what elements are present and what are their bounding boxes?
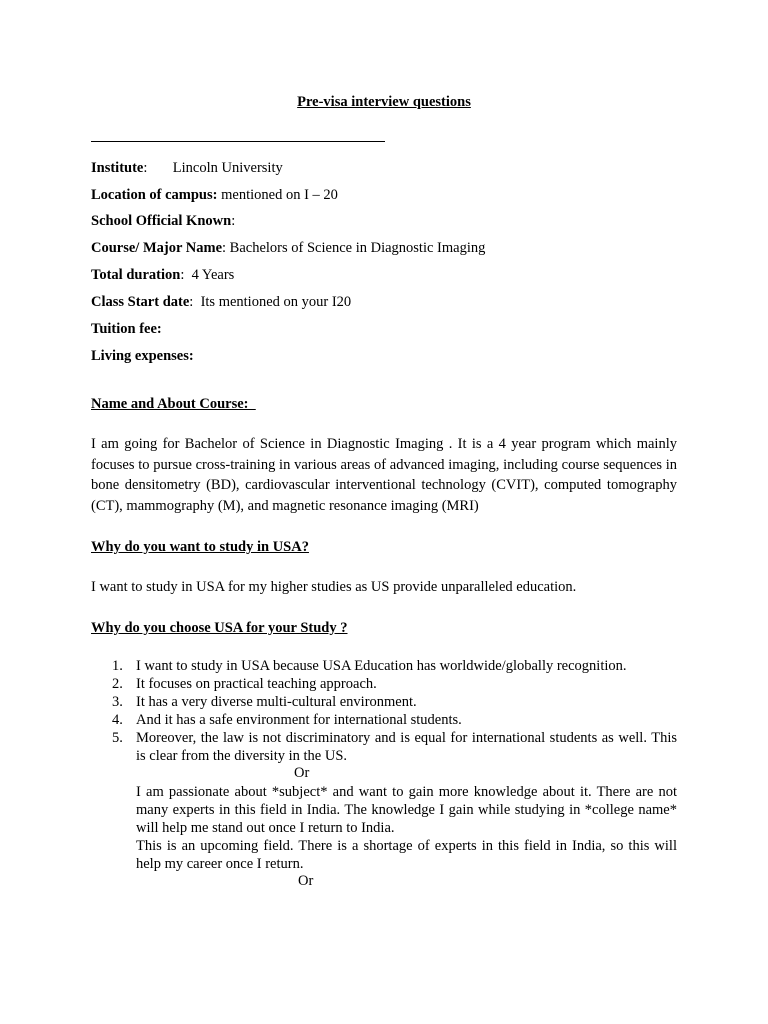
list-text: Moreover, the law is not discriminatory and is equal for international students as well. This is clear from the diversity in the US. xyxy=(136,730,677,764)
field-school-official-known xyxy=(91,213,235,230)
list-number: 4. xyxy=(112,712,123,728)
field-label: Location of campus: xyxy=(91,187,218,203)
list-number: 5. xyxy=(112,730,123,746)
upcoming-field-paragraph: This is an upcoming field. There is a shortage of experts in this field in India, so this will help my career once I return. xyxy=(136,838,677,872)
list-text: It focuses on practical teaching approach. xyxy=(136,676,377,692)
field-separator: : xyxy=(180,267,185,283)
field-label: Total duration xyxy=(91,267,181,283)
field-separator: : xyxy=(189,294,194,310)
section-heading-about-course: Name and About Course: xyxy=(91,396,256,412)
title-underline-rule xyxy=(91,141,385,142)
or-separator: Or xyxy=(294,765,310,781)
list-item xyxy=(91,693,677,711)
list-number: 2. xyxy=(112,676,123,692)
list-item xyxy=(91,729,677,765)
list-item xyxy=(91,675,677,693)
section-heading-why-choose-usa: Why do you choose USA for your Study ? xyxy=(91,620,348,636)
field-value: 4 Years xyxy=(184,267,235,283)
list-number: 1. xyxy=(112,658,123,674)
about-course-paragraph: I am going for Bachelor of Science in Diagnostic Imaging . It is a 4 year program which mainly focuses to pursue cross-training in various areas of advanced imaging, including course sequences in bone densitometry (BD), cardiovascular interventional technology (CVIT), computed tomography (CT), mammography (M), and magnetic resonance imaging (MRI) xyxy=(91,436,677,514)
field-institute xyxy=(91,160,283,177)
list-item xyxy=(91,657,677,675)
page-title: Pre-visa interview questions xyxy=(297,94,471,110)
reasons-list xyxy=(91,657,677,765)
field-value: Bachelors of Science in Diagnostic Imaging xyxy=(226,240,486,256)
field-location-of-campus xyxy=(91,187,338,204)
field-separator: : xyxy=(143,160,148,176)
field-tuition-fee xyxy=(91,321,162,338)
field-separator: : xyxy=(231,213,236,229)
section-heading-why-study-usa: Why do you want to study in USA? xyxy=(91,539,309,555)
or-separator: Or xyxy=(298,873,314,889)
field-label: School Official Known xyxy=(91,213,232,229)
field-label: Living expenses: xyxy=(91,348,194,364)
list-text: I want to study in USA because USA Education has worldwide/globally recognition. xyxy=(136,658,627,674)
field-value: Lincoln University xyxy=(147,160,283,176)
field-value: Its mentioned on your I20 xyxy=(193,294,352,310)
list-number: 3. xyxy=(112,694,123,710)
list-text: And it has a safe environment for international students. xyxy=(136,712,462,728)
field-label: Tuition fee: xyxy=(91,321,162,337)
field-class-start-date xyxy=(91,294,351,311)
list-text: It has a very diverse multi-cultural environment. xyxy=(136,694,417,710)
field-label: Institute xyxy=(91,160,144,176)
field-total-duration xyxy=(91,267,234,284)
field-value: mentioned on I – 20 xyxy=(217,187,338,203)
field-label: Course/ Major Name xyxy=(91,240,223,256)
field-living-expenses xyxy=(91,348,194,365)
passion-paragraph: I am passionate about *subject* and want to gain more knowledge about it. There are not many experts in this field in India. The knowledge I gain while studying in *college name* will help me stand out once I return to India. xyxy=(136,784,677,836)
why-study-usa-paragraph: I want to study in USA for my higher studies as US provide unparalleled education. xyxy=(91,579,577,595)
field-course-major-name xyxy=(91,240,485,257)
field-separator: : xyxy=(222,240,227,256)
list-item xyxy=(91,711,677,729)
field-label: Class Start date xyxy=(91,294,190,310)
